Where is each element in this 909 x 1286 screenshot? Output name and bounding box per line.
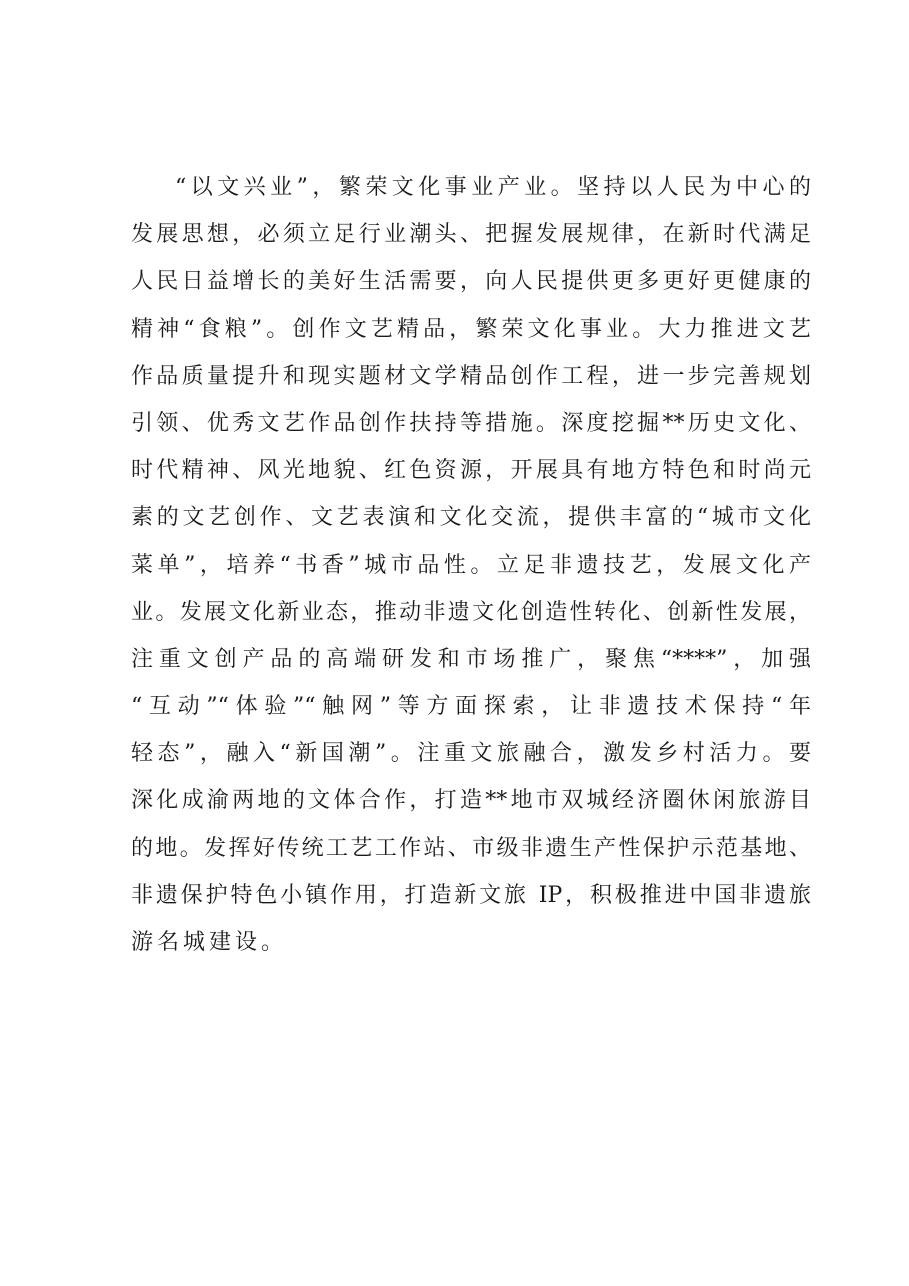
paragraph-line: 发展思想，必须立足行业潮头、把握发展规律，在新时代满足 bbox=[131, 222, 811, 248]
paragraph-line: 精神“食粮”。创作文艺精品，繁荣文化事业。大力推进文艺 bbox=[131, 316, 811, 342]
paragraph-line: 时代精神、风光地貌、红色资源，开展具有地方特色和时尚元 bbox=[131, 458, 811, 484]
paragraph-line: 深化成渝两地的文体合作，打造**地市双城经济圈休闲旅游目 bbox=[131, 788, 811, 814]
paragraph-line: 人民日益增长的美好生活需要，向人民提供更多更好更健康的 bbox=[131, 269, 811, 295]
paragraph-line: 作品质量提升和现实题材文学精品创作工程，进一步完善规划 bbox=[131, 363, 811, 389]
paragraph-line: 业。发展文化新业态，推动非遗文化创造性转化、创新性发展， bbox=[131, 599, 811, 625]
paragraph bbox=[131, 164, 811, 966]
paragraph-line: “互动”“体验”“触网”等方面探索，让非遗技术保持“年 bbox=[131, 694, 811, 720]
paragraph-line: 非遗保护特色小镇作用，打造新文旅 IP，积极推进中国非遗旅 bbox=[131, 882, 811, 908]
paragraph-line: 菜单”，培养“书香”城市品性。立足非遗技艺，发展文化产 bbox=[131, 552, 811, 578]
paragraph-line: 的地。发挥好传统工艺工作站、市级非遗生产性保护示范基地、 bbox=[131, 835, 811, 861]
paragraph-line: 轻态”，融入“新国潮”。注重文旅融合，激发乡村活力。要 bbox=[131, 741, 811, 767]
paragraph-line: “以文兴业”，繁荣文化事业产业。坚持以人民为中心的 bbox=[175, 175, 811, 200]
paragraph-line: 素的文艺创作、文艺表演和文化交流，提供丰富的“城市文化 bbox=[131, 505, 811, 531]
paragraph-line: 注重文创产品的高端研发和市场推广，聚焦“****”，加强 bbox=[131, 646, 811, 672]
paragraph-line: 引领、优秀文艺作品创作扶持等措施。深度挖掘**历史文化、 bbox=[131, 410, 811, 436]
paragraph-line: 游名城建设。 bbox=[131, 930, 288, 955]
